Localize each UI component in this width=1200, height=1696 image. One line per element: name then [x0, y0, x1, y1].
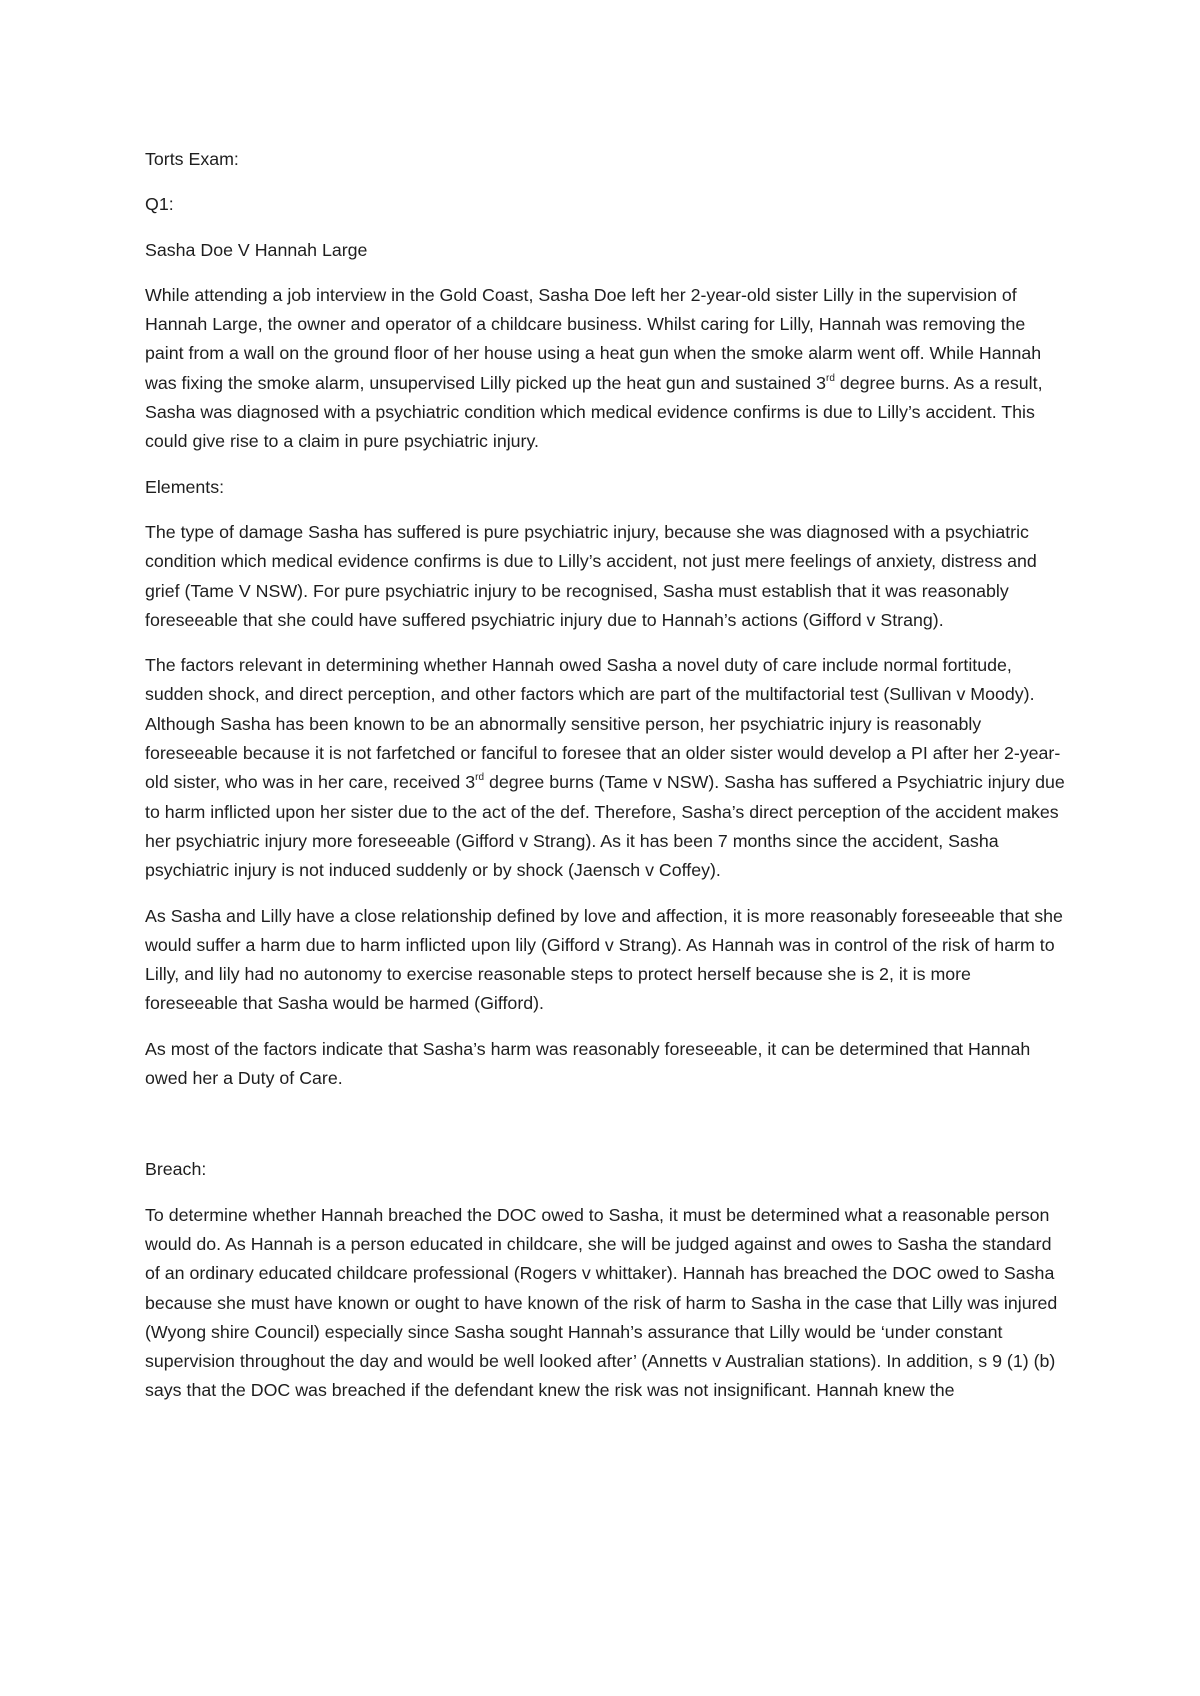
facts-text-part2: degree burns. As a result, Sasha was diagnosed with a psychiatric condition which medical evidence confirms is due to Lilly’s accident. This could give rise to a claim in pure psychiatric injury.: [145, 372, 1043, 452]
question-label: Q1:: [145, 194, 174, 215]
elements-paragraph-2: [145, 651, 1065, 885]
elements-p2-part2: degree burns (Tame v NSW). Sasha has suffered a Psychiatric injury due to harm inflicted upon her sister due to the act of the def. Therefore, Sasha’s direct perception of the accident makes her psychiatric injury more foreseeable (Gifford v Strang). As it has been 7 months since the accident, Sasha psychiatric injury is not induced suddenly or by shock (Jaensch v Coffey).: [145, 772, 1065, 881]
breach-paragraph-1: To determine whether Hannah breached the DOC owed to Sasha, it must be determined what a reasonable person would do. As Hannah is a person educated in childcare, she will be judged against and owes to Sasha the standard of an ordinary educated childcare professional (Rogers v whittaker). Hannah has breached the DOC owed to Sasha because she must have known or ought to have known of the risk of harm to Sasha in the case that Lilly was injured (Wyong shire Council) especially since Sasha sought Hannah’s assurance that Lilly would be ‘under constant supervision throughout the day and would be well looked after’ (Annetts v Australian stations). In addition, s 9 (1) (b) says that the DOC was breached if the defendant knew the risk was not insignificant. Hannah knew the: [145, 1204, 1058, 1401]
facts-superscript: rd: [826, 372, 835, 384]
elements-p2-superscript: rd: [475, 772, 485, 784]
elements-paragraph-4: As most of the factors indicate that Sasha’s harm was reasonably foreseeable, it can be determined that Hannah owed her a Duty of Care.: [145, 1038, 1031, 1089]
elements-paragraph-1: The type of damage Sasha has suffered is pure psychiatric injury, because she was diagnosed with a psychiatric condition which medical evidence confirms is due to Lilly’s accident, not just mere feelings of anxiety, distress and grief (Tame V NSW). For pure psychiatric injury to be recognised, Sasha must establish that it was reasonably foreseeable that she could have suffered psychiatric injury due to Hannah’s actions (Gifford v Strang).: [145, 521, 1037, 630]
elements-paragraph-3: As Sasha and Lilly have a close relationship defined by love and affection, it is more reasonably foreseeable that she would suffer a harm due to harm inflicted upon lily (Gifford v Strang). As Hannah was in control of the risk of harm to Lilly, and lily had no autonomy to exercise reasonable steps to protect herself because she is 2, it is more foreseeable that Sasha would be harmed (Gifford).: [145, 905, 1063, 1014]
facts-paragraph: [145, 281, 1065, 457]
case-name: Sasha Doe V Hannah Large: [145, 239, 368, 260]
elements-heading: Elements:: [145, 476, 225, 497]
elements-p2-part1: The factors relevant in determining whether Hannah owed Sasha a novel duty of care include normal fortitude, sudden shock, and direct perception, and other factors which are part of the multifactorial test (Sullivan v Moody). Although Sasha has been known to be an abnormally sensitive person, her psychiatric injury is reasonably foreseeable because it is not farfetched or fanciful to foresee that an older sister would develop a PI after her 2-year-old sister, who was in her care, received 3: [145, 655, 1061, 793]
document-title: Torts Exam:: [145, 149, 239, 169]
breach-heading: Breach:: [145, 1159, 207, 1180]
blank-gap: [145, 1109, 1065, 1155]
document-page: [145, 145, 1065, 1422]
facts-text-part1: While attending a job interview in the Gold Coast, Sasha Doe left her 2-year-old sister Lilly in the supervision of Hannah Large, the owner and operator of a childcare business. Whilst caring for Lilly, Hannah was removing the paint from a wall on the ground floor of her house using a heat gun when the smoke alarm went off. While Hannah was fixing the smoke alarm, unsupervised Lilly picked up the heat gun and sustained 3: [145, 284, 1042, 393]
